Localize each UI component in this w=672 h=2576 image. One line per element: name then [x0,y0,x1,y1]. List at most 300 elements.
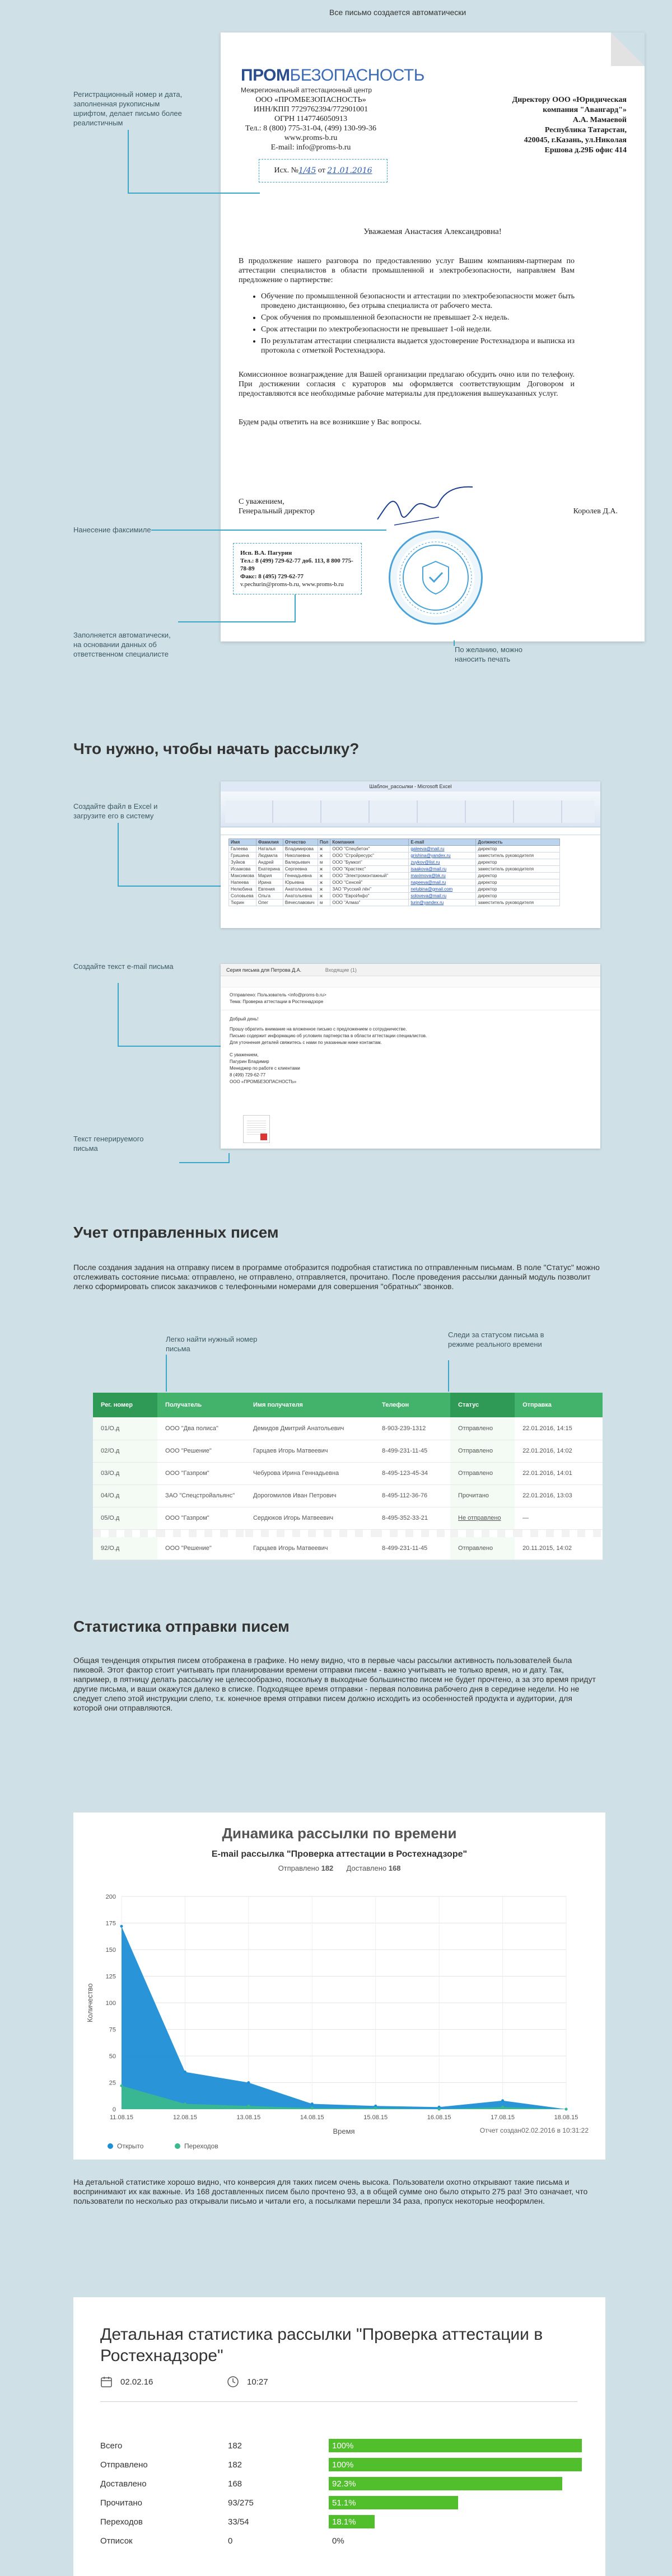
detail-count: 0 [228,2536,233,2546]
offer-list [261,292,575,355]
detail-divider [100,2401,577,2402]
logo-bold: ПРОМ [241,66,290,85]
org-line: ИНН/КПП 7729762394/772901001 [253,105,368,114]
email-toolbar [221,976,600,987]
y-tick-label: 200 [105,1894,116,1900]
x-tick-label: 15.08.15 [363,2114,388,2121]
excel-cell: м [318,900,330,906]
data-point [247,2105,250,2107]
note-stamp: По желанию, можно наносить печать [455,645,523,663]
detail-count: 182 [228,2441,242,2451]
excel-cell: директор [476,846,560,853]
excel-cell: Исаакова [229,866,256,873]
email-subject: Тема: Проверка аттестации в Ростехнадзоре [230,999,324,1004]
y-tick-label: 50 [109,2053,116,2060]
sender-details [241,95,381,152]
company-logo [241,66,424,85]
recipient-line: 420045, г.Казань, ул.Николая [524,136,627,144]
progress-bar [329,2458,582,2471]
x-tick-label: 11.08.15 [109,2114,134,2121]
excel-ribbon-groups [225,800,595,823]
table-cell: 01/О.д [93,1417,157,1440]
legend-label: Переходов [184,2142,218,2150]
excel-cell: директор [476,893,560,900]
y-tick-label: 0 [112,2106,116,2113]
gap-cell [450,1529,515,1537]
leader-email-h [118,1046,230,1047]
progress-percent: 18.1% [332,2517,356,2527]
detail-count: 182 [228,2460,242,2470]
excel-row [229,853,560,859]
data-point [565,2108,568,2111]
progress-percent: 92.3% [332,2479,356,2489]
data-point [438,2108,441,2111]
email-tab-2[interactable]: Входящие (1) [325,967,357,973]
outgoing-date: 21.01.2016 [327,166,372,175]
table-cell: 05/О.д [93,1507,157,1529]
table-cell: Отправлено [450,1440,515,1462]
leader-excel [118,823,119,886]
excel-cell: ООО "Стройресурс" [330,853,409,859]
regards: С уважением, [239,498,284,506]
x-tick-label: 17.08.15 [491,2114,515,2121]
excel-cell: ж [318,866,330,873]
excel-row [229,873,560,879]
excel-cell: ООО "Спецбетон" [330,846,409,853]
table-cell: ООО "Два полиса" [157,1417,245,1440]
section-title-stats: Статистика отправки писем [73,1618,290,1635]
excel-row [229,886,560,893]
table-cell: 8-495-352-33-21 [374,1507,450,1529]
excel-cell: Вячеславович [283,900,318,906]
calendar-icon [100,2376,113,2388]
note-handwritten: Регистрационный номер и дата, заполненная рукописным шрифтом, делает письмо более реалистичным [73,90,183,127]
y-axis-label: Количество [86,1983,94,2022]
detail-stats-card [73,2297,605,2576]
excel-cell: Евгения [256,886,283,893]
gap-cell [93,1529,157,1537]
table-row[interactable] [93,1537,603,1559]
table-cell: 92/О.д [93,1537,157,1559]
org-line: ОГРН 1147746050913 [274,115,348,123]
excel-row [229,846,560,853]
sent-value: 182 [321,1864,334,1872]
email-greeting: Добрый день! [230,1017,259,1022]
chart-footer: Отчет создан02.02.2016 в 10:31:22 [479,2127,589,2134]
detail-label: Отписок [100,2536,133,2546]
table-cell: ООО "Решение" [157,1440,245,1462]
excel-cell: Напеева [229,879,256,886]
leader-email [118,983,119,1046]
letter-paragraph-1: В продолжение нашего разговора по предоставлению услуг Вашим компаниям-партнерам по аттестации специалистов в области промышленной и электробезопасности, направляем Вам предложение о партнерстве: [239,257,575,284]
signer-name: Королев Д.А. [573,507,618,516]
table-cell: 22.01.2016, 14:15 [515,1417,603,1440]
excel-cell: Гришина [229,853,256,859]
detail-label: Доставлено [100,2479,147,2489]
table-cell: 22.01.2016, 14:02 [515,1440,603,1462]
excel-cell: Ольга [256,893,283,900]
excel-cell: ООО "Бумкоп" [330,859,409,866]
recipient-line: компания "Авангард"» [543,106,627,114]
table-header-cell: Отправка [515,1393,603,1417]
table-cell: 02/О.д [93,1440,157,1462]
table-header-cell: Статус [450,1393,515,1417]
excel-cell: Анатольевна [283,886,318,893]
email-line: Для уточнения деталей свяжитесь с нами по указанным ниже контактам. [230,1040,382,1045]
note-generated: Текст генерируемого письма [73,1135,144,1153]
table-row[interactable] [93,1507,603,1529]
email-screenshot [221,964,600,1149]
excel-cell: ООО "Электромонтажный" [330,873,409,879]
excel-window-title: Шаблон_рассылки - Microsoft Excel [369,784,452,789]
y-tick-label: 25 [109,2079,116,2087]
letter-paragraph-2: Комиссионное вознаграждение для Вашей организации предлагаю обсудить очно или по телефону. При достижении согласия с кураторов мы оформляется соответствующим Договором и предоставляются все необходимые рабочие материалы для предложения вышеуказанных услуг. [239,371,575,398]
progress-fill [329,2439,582,2452]
excel-header-cell: Компания [330,839,409,846]
excel-cell: Людмила [256,853,283,859]
leader-generated [179,1162,230,1163]
org-line: Тел.: 8 (800) 775-31-04, (499) 130-99-36 [245,124,376,133]
detail-time: 10:27 [247,2377,268,2387]
excel-cell: директор [476,886,560,893]
facsimile-signature [372,480,484,531]
delivered-value: 168 [388,1864,401,1872]
table-header-cell: Телефон [374,1393,450,1417]
page-fold [611,32,645,66]
legend-label: Открыто [117,2142,144,2150]
table-cell: 8-499-231-11-45 [374,1537,450,1559]
leader-responsible [178,621,296,622]
table-cell: Дорогомилов Иван Петрович [245,1484,374,1507]
table-cell: Гарцаев Игорь Матвеевич [245,1440,374,1462]
outgoing-num: 1/45 [298,166,316,175]
table-cell: 20.11.2015, 14:02 [515,1537,603,1559]
recipient-line: А.А. Мамаевой [572,116,627,124]
excel-cell: Екатерина [256,866,283,873]
table-gap [93,1529,603,1537]
detail-title: Детальная статистика рассылки "Проверка аттестации в Ростехнадзоре" [100,2325,543,2365]
contact-line: Тел.: 8 (499) 729-62-77 доб. 113, 8 800 775-78-89 [240,558,353,572]
excel-cell: Тюрин [229,900,256,906]
data-point [374,2107,377,2110]
detail-description: На детальной статистике хорошо видно, что конверсия для таких писем очень высока. Пользователи охотно открывают такие письма и воспринимают их как важные. Из 168 доставленных писем было прочтено 93, а в общей сумме оно было открыто 275 раз! Это означает, что пользователи по несколько раз открывали письмо и читали его, а посылками перешли 34 раза, пропуск некоторые неоформлен. [73,2177,588,2205]
x-tick-label: 16.08.15 [427,2114,451,2121]
note-email: Создайте текст e-mail письма [73,962,174,971]
x-tick-label: 14.08.15 [300,2114,324,2121]
excel-cell: Андрей [256,859,283,866]
timeline-chart [73,1812,605,2160]
stats-description: Общая тенденция открытия писем отображена в графике. Но нему видно, что в первые часы рассылки активность пользователей была пиковой. Этот фактор стоит учитывать при планировании времени отправки писем - важно учитывать не только время, но и дату. Так, например, в пятницу делать рассылку не целесообразно, поскольку в выходные большинство писем не будет прочтено, а за это время придут другие письма, и ваши окажутся далеко в списке. Подходящее время отправки - первая половина рабочего дня в середине недели. Но не следует слепо этой инструкции слепо, т.к. конечное время отправки писем должно исходить из особенностей продукта и аудитории, для которой они отправляются. [73,1656,596,1712]
excel-cell: ж [318,853,330,859]
contact-line: Факс: 8 (495) 729-62-77 [240,573,304,580]
excel-cell: ЗАО "Русский лён" [330,886,409,893]
excel-header-row [229,839,560,846]
gap-cell [245,1529,374,1537]
excel-cell: Владимирова [283,846,318,853]
excel-cell: Ирина [256,879,283,886]
excel-cell: директор [476,859,560,866]
data-point [247,2081,250,2084]
chart-subtitle: E-mail рассылка "Проверка аттестации в Ростехнадзоре" [211,1849,468,1859]
detail-count: 168 [228,2479,242,2489]
email-sign-line: ООО «ПРОМБЕЗОПАСНОСТЬ» [230,1079,297,1084]
email-attachment[interactable] [243,1115,270,1143]
excel-cell: Максимова [229,873,256,879]
table-cell: Чебурова Ирина Геннадьевна [245,1462,374,1484]
excel-header-cell: E-mail [409,839,476,846]
table-cell: Демидов Дмитрий Анатольевич [245,1417,374,1440]
logo-light: БЕЗОПАСНОСТЬ [290,66,424,85]
offer-item: • По результатам аттестации специалиста выдается удостоверение Ростехнадзора и выписка из протокола с отметкой Ростехнадзора. [261,336,575,355]
table-header-row [93,1393,603,1417]
gap-cell [374,1529,450,1537]
offer-item: • Срок аттестации по электробезопасности не превышает 1-ой недели. [261,325,575,334]
excel-row [229,900,560,906]
table-cell: ООО "Газпром" [157,1462,245,1484]
table-cell: ООО "Решение" [157,1537,245,1559]
legend-marker [108,2143,113,2149]
email-header [221,987,600,1010]
letter-body [239,256,575,434]
table-row[interactable] [93,1440,603,1462]
table-cell: Отправлено [450,1462,515,1484]
progress-bar [329,2534,582,2547]
excel-cell: zuykov@list.ru [409,859,476,866]
table-cell: 8-495-112-36-76 [374,1484,450,1507]
sent-emails-table [93,1393,603,1560]
table-cell: 22.01.2016, 14:01 [515,1462,603,1484]
greeting: Уважаемая Анастасия Александровна! [363,227,502,236]
letter-preview [221,32,645,641]
table-cell: 8-903-239-1312 [374,1417,450,1440]
outgoing-from: от [316,166,328,175]
x-tick-label: 13.08.15 [236,2114,261,2121]
excel-titlebar [221,781,600,791]
excel-cell: Зуйков [229,859,256,866]
excel-cell: isaakova@mail.ru [409,866,476,873]
excel-header-cell: Имя [229,839,256,846]
table-row[interactable] [93,1484,603,1507]
leader-handwritten [128,130,129,193]
progress-bar [329,2496,582,2509]
y-tick-label: 125 [105,1973,116,1980]
note-excel: Создайте файл в Excel и загрузите его в систему [73,802,158,820]
leader-handwritten-h [128,193,260,194]
excel-cell: ООО "ЕвроИнфо" [330,893,409,900]
data-point [501,2106,504,2109]
table-cell: 8-495-123-45-34 [374,1462,450,1484]
table-cell: 8-499-231-11-45 [374,1440,450,1462]
x-tick-label: 18.08.15 [554,2114,578,2121]
email-sign-line: 8 (499) 729-62-77 [230,1072,266,1078]
data-point [184,2071,186,2073]
excel-cell: директор [476,873,560,879]
email-from: Отправлено: Пользователь <info@proms-b.ru> [230,992,326,997]
detail-row [100,2456,582,2473]
org-line: ООО «ПРОМБЕЗОПАСНОСТЬ» [255,96,366,104]
detail-label: Отправлено [100,2460,148,2470]
company-seal [389,531,483,625]
note-find-number: Легко найти нужный номер письма [166,1335,258,1353]
excel-row [229,893,560,900]
y-tick-label: 100 [105,2000,116,2007]
note-facsimile: Нанесение факсимиле [73,526,151,534]
email-sign-line: С уважением, [230,1052,259,1057]
offer-item: • Срок обучения по промышленной безопасности не превышает 2-х недель. [261,313,575,322]
leader-excel-h [118,886,230,887]
table-row[interactable] [93,1417,603,1440]
table-cell: Не отправлено [450,1507,515,1529]
pdf-icon [260,1134,267,1140]
excel-cell: Олег [256,900,283,906]
table-cell: 22.01.2016, 13:03 [515,1484,603,1507]
detail-label: Прочитано [100,2498,142,2508]
email-signature [230,1052,591,1085]
excel-header-cell: Должность [476,839,560,846]
progress-percent: 100% [332,2441,354,2451]
signer-position: Генеральный директор [239,507,315,516]
detail-meta [100,2376,268,2388]
section-title-start: Что нужно, чтобы начать рассылку? [73,740,360,757]
org-line: www.proms-b.ru [284,134,338,142]
excel-cell: turin@yandex.ru [409,900,476,906]
detail-label: Всего [100,2441,123,2451]
excel-cell: ООО "Алмаз" [330,900,409,906]
excel-cell: ж [318,879,330,886]
excel-header-cell: Фамилия [256,839,283,846]
email-tabbar [221,964,600,976]
top-note: Все письмо создается автоматически [329,8,466,17]
detail-row [100,2532,582,2549]
table-header-cell: Рег. номер [93,1393,157,1417]
excel-cell: заместитель руководителя [476,853,560,859]
offer-item: • Обучение по промышленной безопасности и аттестации по электробезопасности может быть проведено дистанционно, без отрыва специалиста от рабочего места. [261,292,575,311]
leader-responsible-v [295,594,296,622]
email-lines [230,1026,591,1046]
email-body [221,1010,600,1091]
email-sign-line: Менеджер по работе с клиентами [230,1066,300,1071]
gap-cell [515,1529,603,1537]
regards-block [239,497,315,516]
progress-bar [329,2439,582,2452]
note-responsible: Заполняется автоматически, на основании данных об ответственном специалисте [73,631,171,658]
excel-cell: Галеева [229,846,256,853]
email-sign-line: Пагурин Владимир [230,1059,269,1064]
x-tick-label: 12.08.15 [173,2114,197,2121]
accounting-description: После создания задания на отправку писем в программе отобразится подробная статистика по отправленным письмам. В поле "Статус" можно отслеживать состояние письма: отправлено, не отправлено, отправляется, прочитано. После проведения рассылки данный модуль позволит легко сформировать список заказчиков с телефонными номерами для совершения "обратных" звонков. [73,1263,600,1291]
gap-cell [157,1529,245,1537]
recipient-line: Ершова д.29Б офис 414 [544,146,627,154]
excel-cell: ООО "Сенсей" [330,879,409,886]
data-point [184,2102,186,2105]
progress-percent: 0% [332,2536,344,2546]
excel-row [229,866,560,873]
detail-count: 33/54 [228,2517,249,2527]
recipient-line: Директору ООО «Юридическая [512,96,627,104]
leader-stamp [454,640,455,646]
clock-icon [227,2376,239,2388]
progress-percent: 100% [332,2460,354,2470]
excel-cell: м [318,859,330,866]
note-track-status: Следи за статусом письма в режиме реального времени [448,1331,544,1348]
contact-line: Исп. В.А. Пагурин [240,550,292,556]
progress-bar [329,2515,582,2528]
excel-cell: galeeva@mail.ru [409,846,476,853]
excel-cell: nelubina@gmail.com [409,886,476,893]
excel-cell: Мария [256,873,283,879]
legend-marker [175,2143,180,2149]
y-tick-label: 150 [105,1947,116,1954]
detail-row [100,2494,582,2511]
chart-title: Динамика рассылки по времени [222,1825,457,1842]
data-point [120,2085,123,2087]
excel-cell: Нелюбина [229,886,256,893]
excel-cell: Анатольевна [283,893,318,900]
excel-cell: ж [318,873,330,879]
letter-paragraph-3: Будем рады ответить на все возникшие у Вас вопросы. [239,418,422,427]
seal-emblem-icon [416,558,455,597]
progress-bar [329,2477,582,2490]
email-tab-active[interactable]: Серия письма для Петрова Д.А. [226,967,302,973]
outgoing-number [259,159,388,182]
excel-cell: grishina@yandex.ru [409,853,476,859]
excel-cell: napeeva@mail.ru [409,879,476,886]
y-tick-label: 175 [105,1920,116,1927]
org-line: E-mail: info@proms-b.ru [270,143,351,152]
excel-cell: Геннадьевна [283,873,318,879]
excel-cell: ж [318,846,330,853]
data-point [501,2099,504,2102]
leader-find-number [166,1355,167,1392]
leader-facsimile [151,530,386,531]
detail-label: Переходов [100,2517,143,2527]
series-area-0 [122,1926,566,2109]
excel-cell: ООО "Крастекс" [330,866,409,873]
excel-grid [228,839,560,906]
leader-generated-v [228,1153,230,1163]
data-point [311,2102,314,2105]
chart-card [73,1812,605,2160]
recipient-line: Республика Татарстан, [544,126,627,134]
table-row[interactable] [93,1462,603,1484]
table-cell: ООО "Газпром" [157,1507,245,1529]
excel-cell: Юрьевна [283,879,318,886]
table-cell: Сердюков Игорь Матвеевич [245,1507,374,1529]
excel-row [229,859,560,866]
progress-percent: 51.1% [332,2498,356,2508]
table-cell: Отправлено [450,1537,515,1559]
excel-header-cell: Пол [318,839,330,846]
table-cell: Прочитано [450,1484,515,1507]
detail-row [100,2513,582,2530]
logo-subtitle: Межрегиональный аттестационный центр [241,86,372,94]
table-cell: 03/О.д [93,1462,157,1484]
excel-screenshot [221,781,600,928]
detail-count: 93/275 [228,2498,254,2508]
excel-cell: заместитель руководителя [476,866,560,873]
table-header-cell: Имя получателя [245,1393,374,1417]
email-line: Прошу обратить внимание на вложенное письмо с предложением о сотрудничестве. [230,1027,407,1032]
excel-cell: заместитель руководителя [476,900,560,906]
table-cell: Отправлено [450,1417,515,1440]
data-point [120,1925,123,1928]
progress-fill [329,2458,582,2471]
contact-line: v.pechurin@proms-b.ru, www.proms-b.ru [240,581,344,588]
table-cell: Гарцаев Игорь Матвеевич [245,1537,374,1559]
detail-date: 02.02.16 [120,2377,153,2387]
excel-cell: директор [476,879,560,886]
excel-cell: maximova@bk.ru [409,873,476,879]
